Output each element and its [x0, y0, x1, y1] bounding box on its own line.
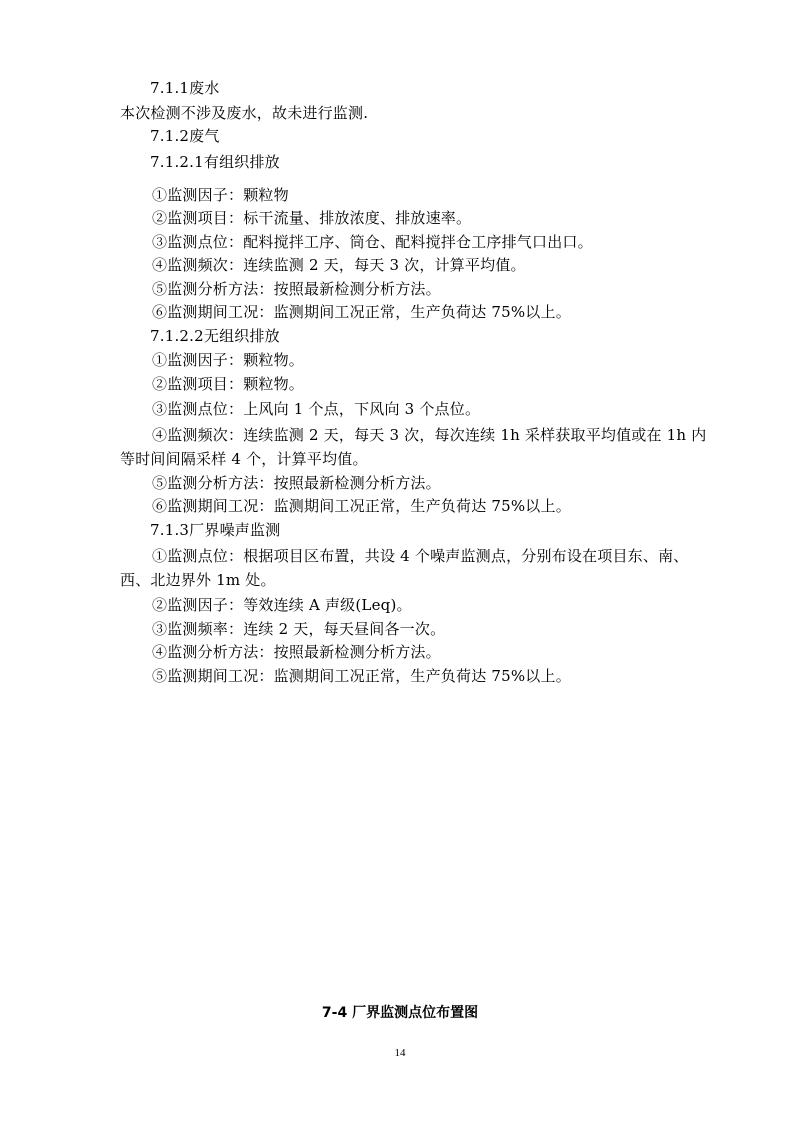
list-item: ⑤监测分析方法：按照最新检测分析方法。: [152, 280, 441, 298]
section-heading-7-1-2-2: 7.1.2.2无组织排放: [150, 327, 280, 345]
list-item: ⑤监测期间工况：监测期间工况正常，生产负荷达 75%以上。: [152, 667, 571, 685]
list-item: ③监测频率：连续 2 天，每天昼间各一次。: [152, 620, 446, 638]
section-heading-7-1-1: 7.1.1废水: [150, 79, 220, 97]
paragraph-line: 本次检测不涉及废水，故未进行监测.: [120, 104, 369, 122]
section-heading-7-1-3: 7.1.3厂界噪声监测: [150, 521, 281, 539]
list-item: ①监测点位：根据项目区布置，共设 4 个噪声监测点，分别布设在项目东、南、: [152, 547, 689, 565]
list-item-continuation: 西、北边界外 1m 处。: [120, 571, 276, 589]
list-item: ①监测因子：颗粒物。: [152, 351, 305, 369]
list-item: ⑤监测分析方法：按照最新检测分析方法。: [152, 474, 441, 492]
list-item: ④监测频次：连续监测 2 天，每天 3 次，每次连续 1h 采样获取平均值或在 1h 内: [152, 426, 707, 444]
section-heading-7-1-2: 7.1.2废气: [150, 127, 220, 145]
list-item: ④监测分析方法：按照最新检测分析方法。: [152, 643, 441, 661]
list-item: ②监测项目：颗粒物。: [152, 375, 305, 393]
list-item-continuation: 等时间间隔采样 4 个，计算平均值。: [120, 450, 368, 468]
list-item: ②监测因子：等效连续 A 声级(Leq)。: [152, 596, 412, 614]
list-item: ③监测点位：配料搅拌工序、筒仓、配料搅拌仓工序排气口出口。: [152, 233, 593, 251]
list-item: ⑥监测期间工况：监测期间工况正常，生产负荷达 75%以上。: [152, 497, 571, 515]
list-item: ③监测点位：上风向 1 个点，下风向 3 个点位。: [152, 400, 481, 418]
list-item: ①监测因子：颗粒物: [152, 186, 289, 204]
page-number: 14: [394, 1047, 406, 1059]
section-heading-7-1-2-1: 7.1.2.1有组织排放: [150, 153, 280, 171]
list-item: ⑥监测期间工况：监测期间工况正常，生产负荷达 75%以上。: [152, 303, 571, 321]
figure-caption: 7-4 厂界监测点位布置图: [321, 1005, 479, 1021]
list-item: ④监测频次：连续监测 2 天，每天 3 次，计算平均值。: [152, 256, 526, 274]
list-item: ②监测项目：标干流量、排放浓度、排放速率。: [152, 209, 472, 227]
